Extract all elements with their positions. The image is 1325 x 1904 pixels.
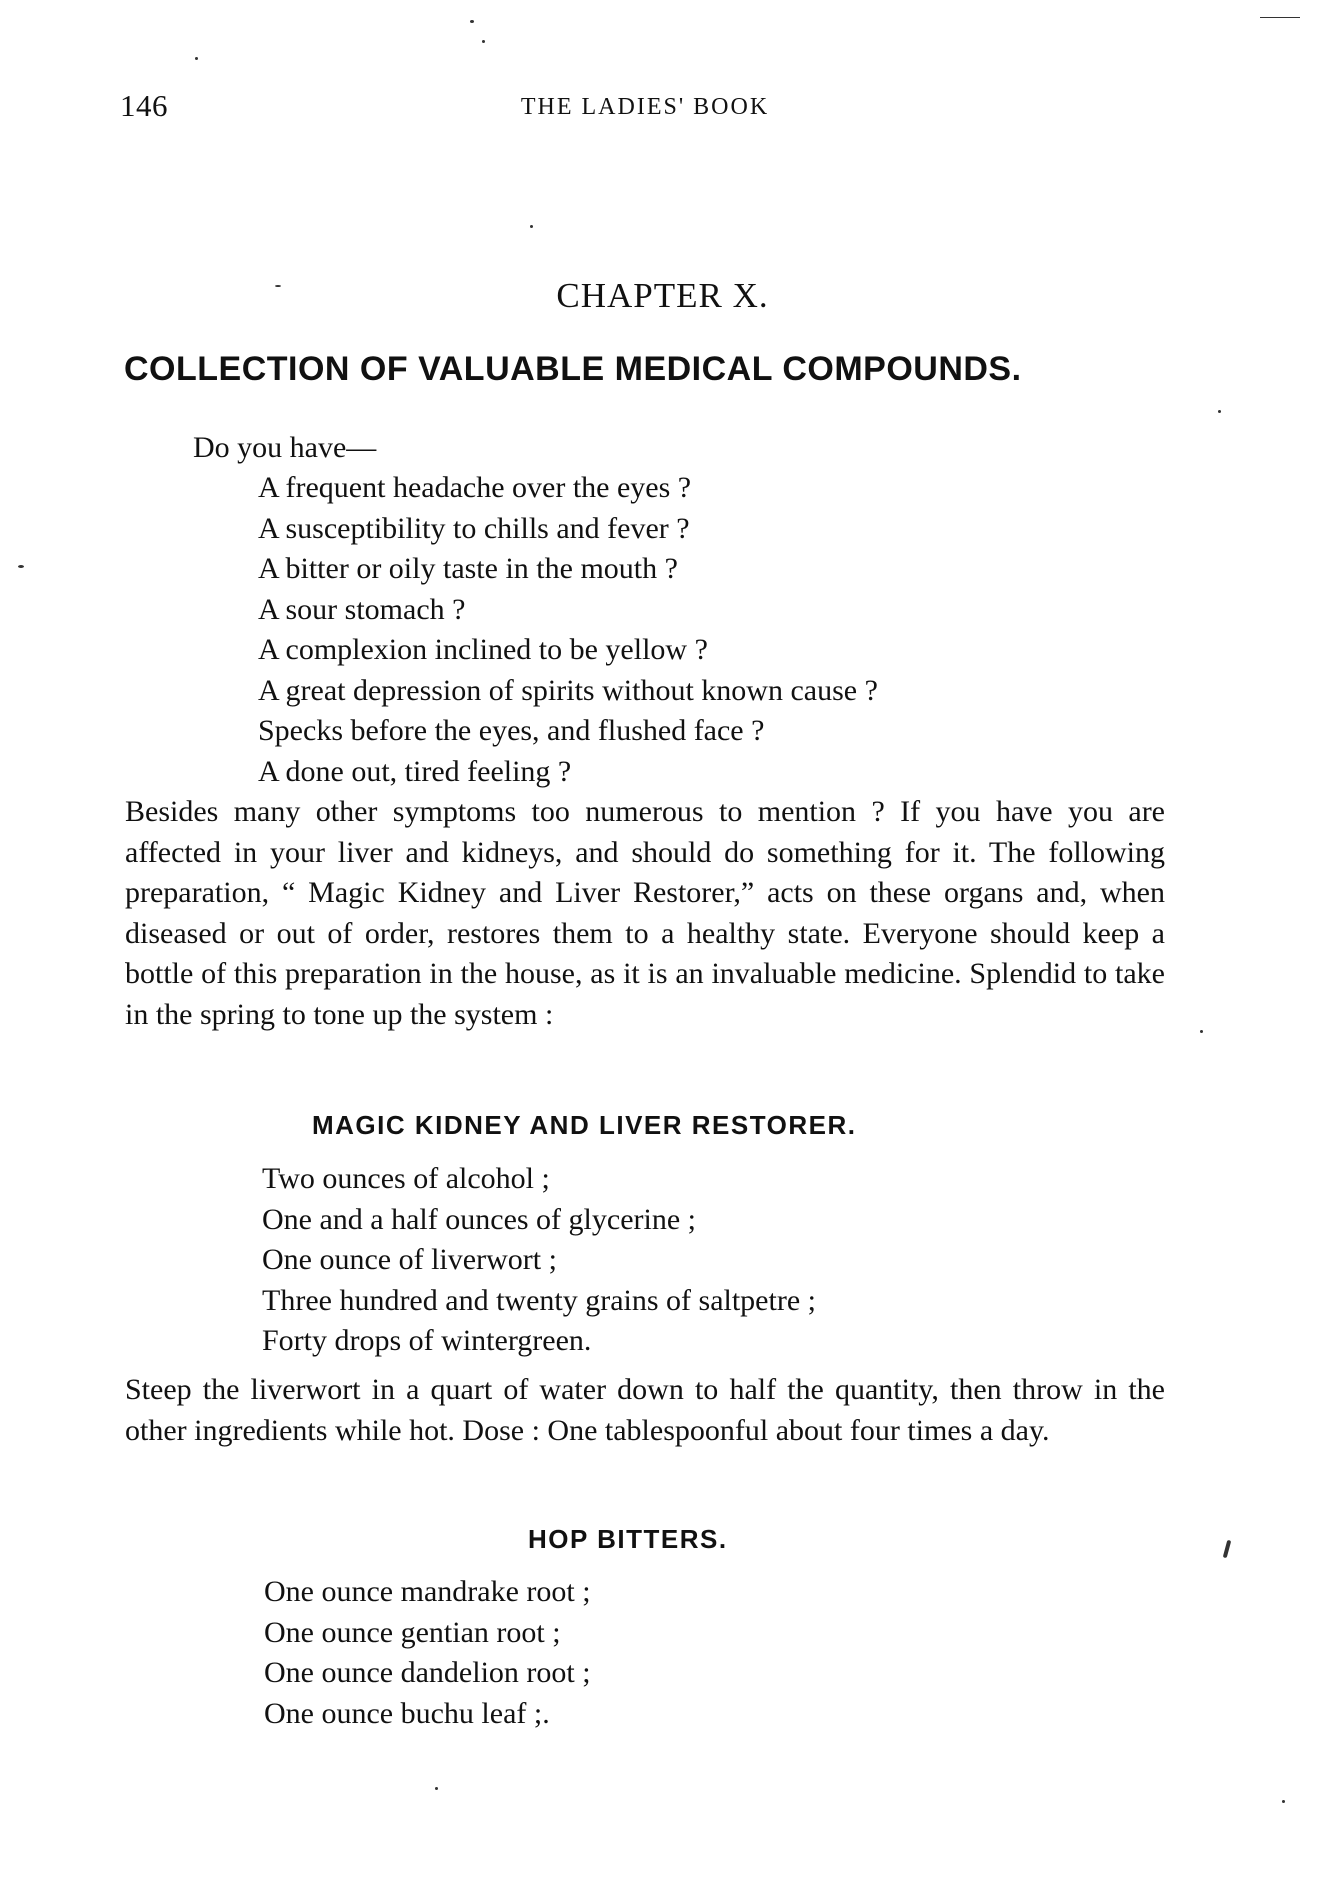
running-title: THE LADIES' BOOK [520,94,770,120]
ingredient-list-magic-restorer [262,1159,816,1362]
list-item: Forty drops of wintergreen. [262,1324,592,1357]
list-item: A complexion inclined to be yellow ? [258,633,708,666]
scan-speck [18,565,24,568]
page-number: 146 [120,88,168,123]
scan-speck [1223,1540,1232,1558]
scan-speck [482,40,485,43]
list-item: One ounce of liverwort ; [262,1243,557,1276]
chapter-number: CHAPTER X. [556,276,769,315]
list-item: Two ounces of alcohol ; [262,1162,550,1195]
recipe-instructions: Steep the liverwort in a quart of water down to half the quantity, then throw in the other ingredients while hot. Dose : One tablespoonful about four times a day. [125,1373,1165,1447]
scan-speck [1282,1800,1285,1803]
list-item: Three hundred and twenty grains of saltpetre ; [262,1283,816,1317]
list-item: A sour stomach ? [258,592,466,626]
intro-paragraph: Besides many other symptoms too numerous to mention ? If you have you are affected in your liver and kidneys, and should do something for it. The following preparation, “ Magic Kidney and Liver Restorer,” acts on these organs and, when diseased or out of order, restores them to a healthy state. Everyone should keep a bottle of this preparation in the house, as it is an invaluable medicine. Splendid to take in the spring to tone up the system : [125,795,1165,1031]
list-item: Specks before the eyes, and flushed face ? [258,714,765,747]
page-header [120,88,1170,128]
scan-speck [195,57,198,60]
list-item: One ounce gentian root ; [264,1615,561,1649]
list-item: A done out, tired feeling ? [258,754,572,788]
list-item: A bitter or oily taste in the mouth ? [258,552,678,585]
scan-speck [1200,1030,1203,1033]
scan-speck [1218,410,1221,413]
recipe-title-magic-restorer: MAGIC KIDNEY AND LIVER RESTORER. [312,1110,857,1140]
scan-speck [435,1787,438,1790]
scan-speck [530,225,533,228]
scan-speck [470,20,474,23]
intro-lead: Do you have— [193,431,377,464]
list-item: One ounce dandelion root ; [264,1656,591,1689]
scan-speck [1260,17,1300,18]
scan-speck [275,285,281,287]
recipe-title-hop-bitters: HOP BITTERS. [528,1524,728,1554]
list-item: One ounce mandrake root ; [264,1575,591,1608]
list-item: A frequent headache over the eyes ? [258,471,692,504]
list-item: One ounce buchu leaf ;. [264,1696,550,1730]
list-item: A susceptibility to chills and fever ? [258,511,690,545]
chapter-title: COLLECTION OF VALUABLE MEDICAL COMPOUNDS. [124,350,1022,388]
ingredient-list-hop-bitters [264,1572,591,1734]
list-item: One and a half ounces of glycerine ; [262,1202,696,1236]
symptom-list [258,468,878,792]
list-item: A great depression of spirits without known cause ? [258,673,878,707]
